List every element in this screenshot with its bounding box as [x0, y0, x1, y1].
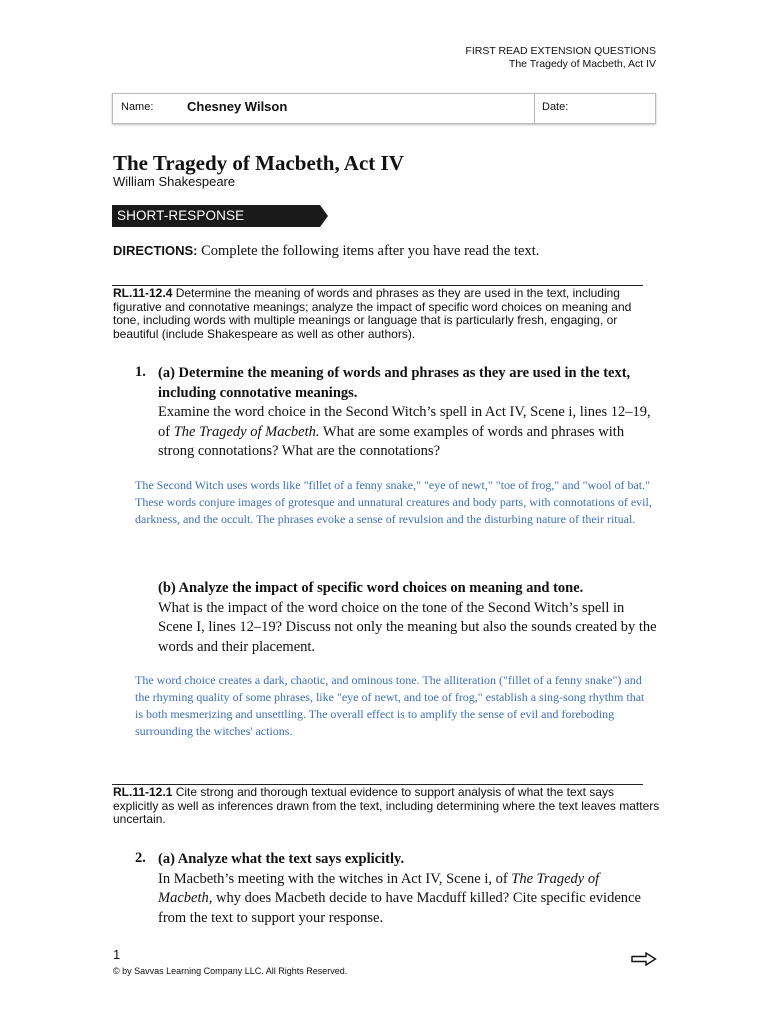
- answer-1b[interactable]: The word choice creates a dark, chaotic, and ominous tone. The alliteration ("fillet of a fenny snake") and the rhyming quality of some phrases, like "eye of newt, and toe of frog," establish a sing-song rhythm that is both mesmerizing and unsettling. The overall effect is to amplify the sense of evil and foreboding surrounding the witches' actions.: [135, 673, 645, 738]
- standard-code: RL.11-12.1: [113, 785, 173, 799]
- student-info-bar: [112, 93, 656, 124]
- page-title: The Tragedy of Macbeth, Act IV: [113, 151, 404, 175]
- name-field[interactable]: Chesney Wilson: [187, 99, 288, 114]
- question-prompt: What is the impact of the word choice on the tone of the Second Witch’s spell in Scene I, lines 12–19? Discuss not only the meaning but also the sounds created by the words and their placement.: [158, 599, 657, 655]
- question-2a: [158, 850, 643, 928]
- directions-text: Complete the following items after you have read the text.: [197, 243, 540, 259]
- directions: [113, 243, 539, 260]
- page-number: 1: [113, 947, 121, 962]
- question-number: 1.: [135, 364, 146, 380]
- question-1b: [158, 579, 658, 657]
- work-title: The Tragedy of Macbeth.: [173, 423, 320, 440]
- date-divider: [534, 94, 535, 123]
- standard-block: [113, 786, 661, 827]
- standard-block: [113, 287, 661, 341]
- standard-text: Cite strong and thorough textual evidence to support analysis of what the text says explicitly as well as inferences drawn from the text, including determining where the text leaves matters uncertain.: [113, 785, 660, 826]
- question-heading: (b) Analyze the impact of specific word choices on meaning and tone.: [158, 580, 584, 596]
- copyright: © by Savvas Learning Company LLC. All Rights Reserved.: [113, 966, 348, 976]
- name-label: Name:: [121, 101, 154, 113]
- question-heading: (a) Determine the meaning of words and phrases as they are used in the text, including connotative meanings.: [158, 365, 631, 401]
- header-line-1: FIRST READ EXTENSION QUESTIONS: [465, 45, 656, 57]
- date-label: Date:: [542, 101, 569, 113]
- standard-code: RL.11-12.4: [113, 286, 173, 300]
- author-name: William Shakespeare: [113, 174, 236, 189]
- standard-text: Determine the meaning of words and phrases as they are used in the text, including figurative and connotative meanings; analyze the impact of specific word choices on meaning and tone, including words with multiple meanings or language that is particularly fresh, engaging, or beautiful (include Shakespeare as well as other authors).: [113, 286, 632, 341]
- question-prompt: In Macbeth’s meeting with the witches in Act IV, Scene i, of The Tragedy of Macbeth, why does Macbeth decide to have Macduff killed? Cite specific evidence from the text to support your response.: [158, 870, 641, 926]
- arrow-right-icon[interactable]: [631, 952, 657, 971]
- question-1a: [158, 364, 658, 462]
- question-number: 2.: [135, 850, 146, 866]
- section-banner: SHORT-RESPONSE QUESTIONS: [112, 205, 320, 227]
- answer-1a[interactable]: The Second Witch uses words like "fillet of a fenny snake," "eye of newt," "toe of frog," and "wool of bat." These words conjure images of grotesque and unnatural creatures and body parts, with connotations of evil, darkness, and the occult. The phrases evoke a sense of revulsion and the disturbing nature of their ritual.: [135, 478, 652, 526]
- question-prompt: Examine the word choice in the Second Witch’s spell in Act IV, Scene i, lines 12–19, of The Tragedy of Macbeth. What are some examples of words and phrases with strong connotations? What are the connotations?: [158, 404, 651, 459]
- running-header: [465, 45, 656, 71]
- directions-label: DIRECTIONS:: [113, 243, 198, 258]
- work-title: The Tragedy of Macbeth,: [158, 870, 600, 906]
- question-heading: (a) Analyze what the text says explicitly.: [158, 851, 405, 867]
- header-line-2: The Tragedy of Macbeth, Act IV: [508, 58, 656, 70]
